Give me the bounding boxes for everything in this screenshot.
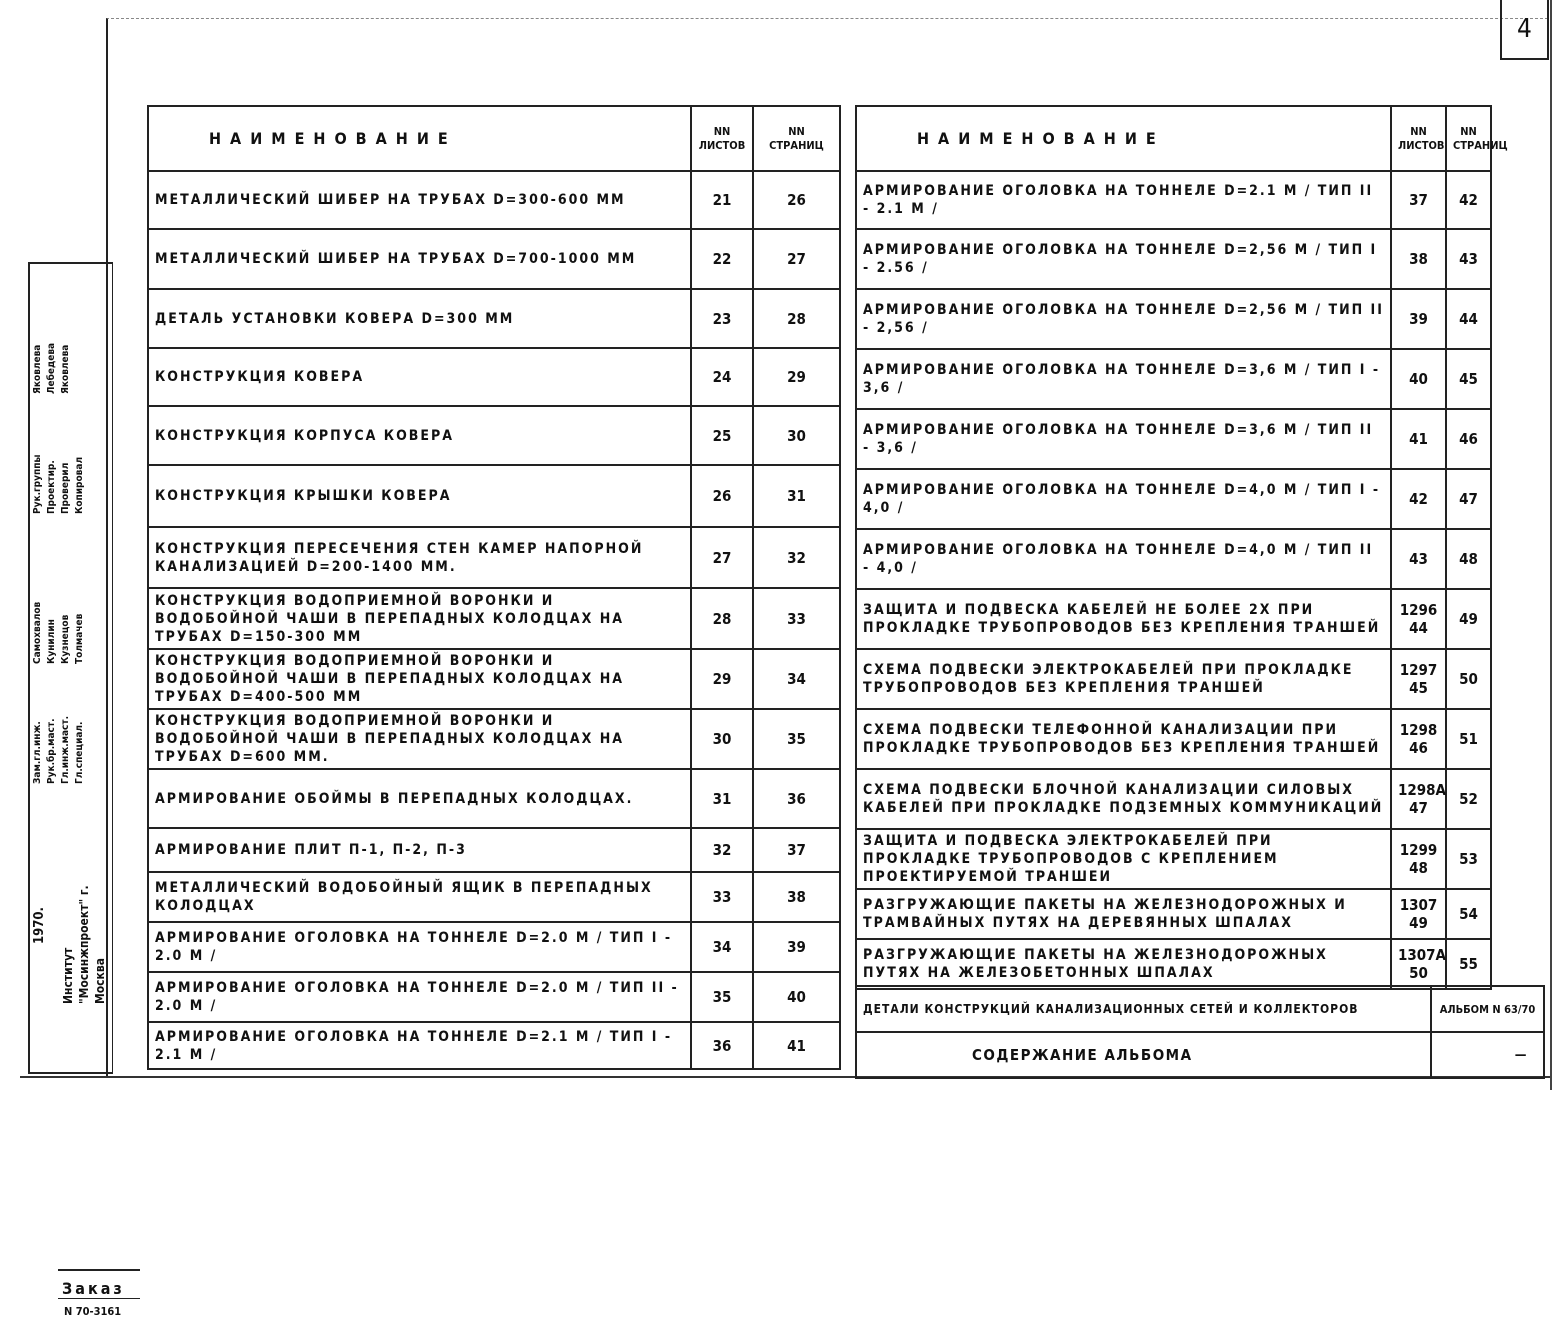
entry-page: 40 — [753, 972, 840, 1022]
toc-row — [148, 465, 840, 527]
stamp-institute: Институт "Мосинжпроект" г. Москва — [61, 885, 107, 1004]
entry-sheet: 30 — [691, 709, 753, 769]
entry-page: 52 — [1446, 769, 1491, 829]
entry-sheet: 1297 45 — [1391, 649, 1446, 709]
entry-page: 26 — [753, 171, 840, 229]
stamp-names2: Яковлева — [32, 344, 43, 394]
entry-page: 51 — [1446, 709, 1491, 769]
entry-sheet: 1298А 47 — [1391, 769, 1446, 829]
entry-name: КОНСТРУКЦИЯ КОРПУСА КОВЕРА — [148, 406, 691, 465]
entry-page: 32 — [753, 527, 840, 588]
toc-row — [856, 469, 1491, 529]
entry-name: АРМИРОВАНИЕ ОГОЛОВКА НА ТОННЕЛЕ D=2.0 М / ТИП II - 2.0 М / — [148, 972, 691, 1022]
stamp-roles: Гл.инж.маст. — [60, 715, 71, 784]
entry-sheet: 39 — [1391, 289, 1446, 349]
toc-row — [856, 649, 1491, 709]
entry-name: КОНСТРУКЦИЯ ВОДОПРИЕМНОЙ ВОРОНКИ И ВОДОБОЙНОЙ ЧАШИ В ПЕРЕПАДНЫХ КОЛОДЦАХ НА ТРУБАХ D=600 ММ. — [148, 709, 691, 769]
entry-page: 53 — [1446, 829, 1491, 889]
toc-row — [856, 171, 1491, 229]
toc-row — [148, 1022, 840, 1069]
header-sheets: NN ЛИСТОВ — [1391, 106, 1446, 171]
entry-page: 49 — [1446, 589, 1491, 649]
header-name: НАИМЕНОВАНИЕ — [148, 106, 691, 171]
entry-name: КОНСТРУКЦИЯ ВОДОПРИЕМНОЙ ВОРОНКИ И ВОДОБОЙНОЙ ЧАШИ В ПЕРЕПАДНЫХ КОЛОДЦАХ НА ТРУБАХ D=150-300 ММ — [148, 588, 691, 649]
entry-page: 54 — [1446, 889, 1491, 939]
entry-name: МЕТАЛЛИЧЕСКИЙ ВОДОБОЙНЫЙ ЯЩИК В ПЕРЕПАДНЫХ КОЛОДЦАХ — [148, 872, 691, 922]
entry-sheet: 25 — [691, 406, 753, 465]
toc-row — [148, 872, 840, 922]
entry-name: КОНСТРУКЦИЯ КОВЕРА — [148, 348, 691, 406]
toc-row — [148, 588, 840, 649]
contents-table-right — [855, 105, 1508, 990]
entry-page: 47 — [1446, 469, 1491, 529]
entry-sheet: 38 — [1391, 229, 1446, 289]
entry-page: 44 — [1446, 289, 1491, 349]
entry-name: АРМИРОВАНИЕ ОБОЙМЫ В ПЕРЕПАДНЫХ КОЛОДЦАХ. — [148, 769, 691, 828]
entry-sheet: 36 — [691, 1022, 753, 1069]
header-name: НАИМЕНОВАНИЕ — [856, 106, 1391, 171]
toc-row — [148, 709, 840, 769]
toc-row — [148, 649, 840, 709]
toc-row — [148, 922, 840, 972]
signature-stamp — [28, 262, 125, 1318]
entry-page: 35 — [753, 709, 840, 769]
entry-sheet: 40 — [1391, 349, 1446, 409]
stamp-names1: Самохвалов — [32, 601, 43, 664]
toc-row — [856, 589, 1491, 649]
title-block — [855, 985, 1545, 1079]
entry-sheet: 1299 48 — [1391, 829, 1446, 889]
stamp-names1: Толмачев — [74, 613, 85, 664]
entry-name: АРМИРОВАНИЕ ОГОЛОВКА НА ТОННЕЛЕ D=2.1 М / ТИП II - 2.1 М / — [856, 171, 1391, 229]
entry-sheet: 26 — [691, 465, 753, 527]
stamp-roles2: Проверил — [60, 462, 71, 514]
stamp-roles2: Рук.группы — [32, 454, 43, 514]
header-pages: NN СТРАНИЦ — [1446, 106, 1491, 171]
entry-name: КОНСТРУКЦИЯ ВОДОПРИЕМНОЙ ВОРОНКИ И ВОДОБОЙНОЙ ЧАШИ В ПЕРЕПАДНЫХ КОЛОДЦАХ НА ТРУБАХ D=400-500 ММ — [148, 649, 691, 709]
toc-row — [148, 229, 840, 289]
entry-page: 37 — [753, 828, 840, 872]
entry-page: 28 — [753, 289, 840, 348]
entry-name: АРМИРОВАНИЕ ОГОЛОВКА НА ТОННЕЛЕ D=2.1 М / ТИП I - 2.1 М / — [148, 1022, 691, 1069]
entry-name: ЗАЩИТА И ПОДВЕСКА КАБЕЛЕЙ НЕ БОЛЕЕ 2Х ПРИ ПРОКЛАДКЕ ТРУБОПРОВОДОВ БЕЗ КРЕПЛЕНИЯ ТРАНШЕЙ — [856, 589, 1391, 649]
header-sheets: NN ЛИСТОВ — [691, 106, 753, 171]
entry-name: АРМИРОВАНИЕ ОГОЛОВКА НА ТОННЕЛЕ D=4,0 М / ТИП I - 4,0 / — [856, 469, 1391, 529]
entry-sheet: 42 — [1391, 469, 1446, 529]
entry-name: РАЗГРУЖАЮЩИЕ ПАКЕТЫ НА ЖЕЛЕЗНОДОРОЖНЫХ И ТРАМВАЙНЫХ ПУТЯХ НА ДЕРЕВЯННЫХ ШПАЛАХ — [856, 889, 1391, 939]
entry-sheet: 1307 49 — [1391, 889, 1446, 939]
toc-row — [148, 769, 840, 828]
entry-name: АРМИРОВАНИЕ ОГОЛОВКА НА ТОННЕЛЕ D=2.0 М / ТИП I - 2.0 М / — [148, 922, 691, 972]
stamp-names1: Кузнецов — [60, 614, 71, 664]
entry-name: АРМИРОВАНИЕ ОГОЛОВКА НА ТОННЕЛЕ D=4,0 М / ТИП II - 4,0 / — [856, 529, 1391, 589]
entry-page: 41 — [753, 1022, 840, 1069]
entry-name: АРМИРОВАНИЕ ПЛИТ П-1, П-2, П-3 — [148, 828, 691, 872]
entry-sheet: 28 — [691, 588, 753, 649]
entry-page: 29 — [753, 348, 840, 406]
entry-page: 45 — [1446, 349, 1491, 409]
entry-sheet: 27 — [691, 527, 753, 588]
stamp-year: 1970. — [32, 907, 47, 944]
stamp-roles: Рук.бр.маст. — [46, 718, 57, 784]
entry-name: КОНСТРУКЦИЯ ПЕРЕСЕЧЕНИЯ СТЕН КАМЕР НАПОРНОЙ КАНАЛИЗАЦИЕЙ D=200-1400 ММ. — [148, 527, 691, 588]
entry-sheet: 1298 46 — [1391, 709, 1446, 769]
entry-page: 39 — [753, 922, 840, 972]
toc-row — [148, 406, 840, 465]
entry-name: КОНСТРУКЦИЯ КРЫШКИ КОВЕРА — [148, 465, 691, 527]
header-row — [856, 106, 1491, 171]
header-pages: NN СТРАНИЦ — [753, 106, 840, 171]
entry-name: АРМИРОВАНИЕ ОГОЛОВКА НА ТОННЕЛЕ D=3,6 М / ТИП II - 3,6 / — [856, 409, 1391, 469]
entry-name: ЗАЩИТА И ПОДВЕСКА ЭЛЕКТРОКАБЕЛЕЙ ПРИ ПРОКЛАДКЕ ТРУБОПРОВОДОВ С КРЕПЛЕНИЕМ ПРОЕКТИРУЕМОЙ ТРАНШЕИ — [856, 829, 1391, 889]
stamp-roles2: Проектир. — [46, 460, 57, 514]
entry-page: 42 — [1446, 171, 1491, 229]
order-number: N 70-3161 — [58, 1298, 140, 1318]
toc-row — [856, 289, 1491, 349]
entry-name: АРМИРОВАНИЕ ОГОЛОВКА НА ТОННЕЛЕ D=3,6 М / ТИП I - 3,6 / — [856, 349, 1391, 409]
entry-sheet: 32 — [691, 828, 753, 872]
stamp-names1: Кунилин — [46, 619, 57, 664]
entry-name: АРМИРОВАНИЕ ОГОЛОВКА НА ТОННЕЛЕ D=2,56 М / ТИП II - 2,56 / — [856, 289, 1391, 349]
toc-row — [856, 409, 1491, 469]
toc-row — [856, 229, 1491, 289]
entry-page: 46 — [1446, 409, 1491, 469]
entry-sheet: 35 — [691, 972, 753, 1022]
entry-page: 34 — [753, 649, 840, 709]
entry-name: МЕТАЛЛИЧЕСКИЙ ШИБЕР НА ТРУБАХ D=300-600 ММ — [148, 171, 691, 229]
order-block — [58, 1269, 140, 1336]
entry-sheet: 37 — [1391, 171, 1446, 229]
entry-page: 48 — [1446, 529, 1491, 589]
entry-page: 36 — [753, 769, 840, 828]
toc-row — [856, 529, 1491, 589]
entry-sheet: 1307А 50 — [1391, 939, 1446, 989]
entry-name: СХЕМА ПОДВЕСКИ БЛОЧНОЙ КАНАЛИЗАЦИИ СИЛОВЫХ КАБЕЛЕЙ ПРИ ПРОКЛАДКЕ ПОДЗЕМНЫХ КОММУНИКАЦИЙ — [856, 769, 1391, 829]
entry-page: 38 — [753, 872, 840, 922]
toc-row — [856, 769, 1491, 829]
stamp-roles: Гл.специал. — [74, 721, 85, 784]
entry-sheet: 34 — [691, 922, 753, 972]
stamp-names2: Лебедева — [46, 342, 57, 394]
toc-row — [148, 527, 840, 588]
album-number: АЛЬБОМ N 63/70 — [1431, 986, 1544, 1032]
doc-title: СОДЕРЖАНИЕ АЛЬБОМА — [856, 1032, 1431, 1078]
toc-row — [856, 829, 1491, 889]
entry-sheet: 33 — [691, 872, 753, 922]
entry-page: 55 — [1446, 939, 1491, 989]
page-number: 4 — [1500, 0, 1549, 60]
stamp-roles2: Копировал — [74, 456, 85, 514]
entry-sheet: 31 — [691, 769, 753, 828]
entry-page: 31 — [753, 465, 840, 527]
right-border — [1550, 0, 1552, 1090]
entry-page: 50 — [1446, 649, 1491, 709]
entry-name: СХЕМА ПОДВЕСКИ ЭЛЕКТРОКАБЕЛЕЙ ПРИ ПРОКЛАДКЕ ТРУБОПРОВОДОВ БЕЗ КРЕПЛЕНИЯ ТРАНШЕЙ — [856, 649, 1391, 709]
contents-table-left — [147, 105, 841, 1070]
entry-sheet: 43 — [1391, 529, 1446, 589]
entry-sheet: 41 — [1391, 409, 1446, 469]
stamp-roles: Зам.гл.инж. — [32, 721, 43, 784]
entry-sheet: 22 — [691, 229, 753, 289]
toc-row — [856, 709, 1491, 769]
header-row — [148, 106, 840, 171]
toc-row — [148, 348, 840, 406]
toc-row — [148, 972, 840, 1022]
entry-sheet: 23 — [691, 289, 753, 348]
entry-name: РАЗГРУЖАЮЩИЕ ПАКЕТЫ НА ЖЕЛЕЗНОДОРОЖНЫХ ПУТЯХ НА ЖЕЛЕЗОБЕТОННЫХ ШПАЛАХ — [856, 939, 1391, 989]
entry-name: МЕТАЛЛИЧЕСКИЙ ШИБЕР НА ТРУБАХ D=700-1000 ММ — [148, 229, 691, 289]
album-title: ДЕТАЛИ КОНСТРУКЦИЙ КАНАЛИЗАЦИОННЫХ СЕТЕЙ И КОЛЛЕКТОРОВ — [856, 986, 1431, 1032]
doc-mark: — — [1431, 1032, 1544, 1078]
toc-row — [856, 349, 1491, 409]
stamp-names2: Яковлева — [60, 344, 71, 394]
entry-sheet: 1296 44 — [1391, 589, 1446, 649]
entry-sheet: 29 — [691, 649, 753, 709]
entry-name: ДЕТАЛЬ УСТАНОВКИ КОВЕРА D=300 ММ — [148, 289, 691, 348]
entry-page: 33 — [753, 588, 840, 649]
entry-sheet: 24 — [691, 348, 753, 406]
entry-name: АРМИРОВАНИЕ ОГОЛОВКА НА ТОННЕЛЕ D=2,56 М / ТИП I - 2.56 / — [856, 229, 1391, 289]
toc-row — [856, 939, 1491, 989]
order-label: Заказ — [62, 1279, 125, 1298]
toc-row — [148, 171, 840, 229]
entry-page: 30 — [753, 406, 840, 465]
toc-row — [856, 889, 1491, 939]
entry-name: СХЕМА ПОДВЕСКИ ТЕЛЕФОННОЙ КАНАЛИЗАЦИИ ПРИ ПРОКЛАДКЕ ТРУБОПРОВОДОВ БЕЗ КРЕПЛЕНИЯ ТРАНШЕЙ — [856, 709, 1391, 769]
entry-page: 43 — [1446, 229, 1491, 289]
toc-row — [148, 289, 840, 348]
entry-sheet: 21 — [691, 171, 753, 229]
entry-page: 27 — [753, 229, 840, 289]
toc-row — [148, 828, 840, 872]
